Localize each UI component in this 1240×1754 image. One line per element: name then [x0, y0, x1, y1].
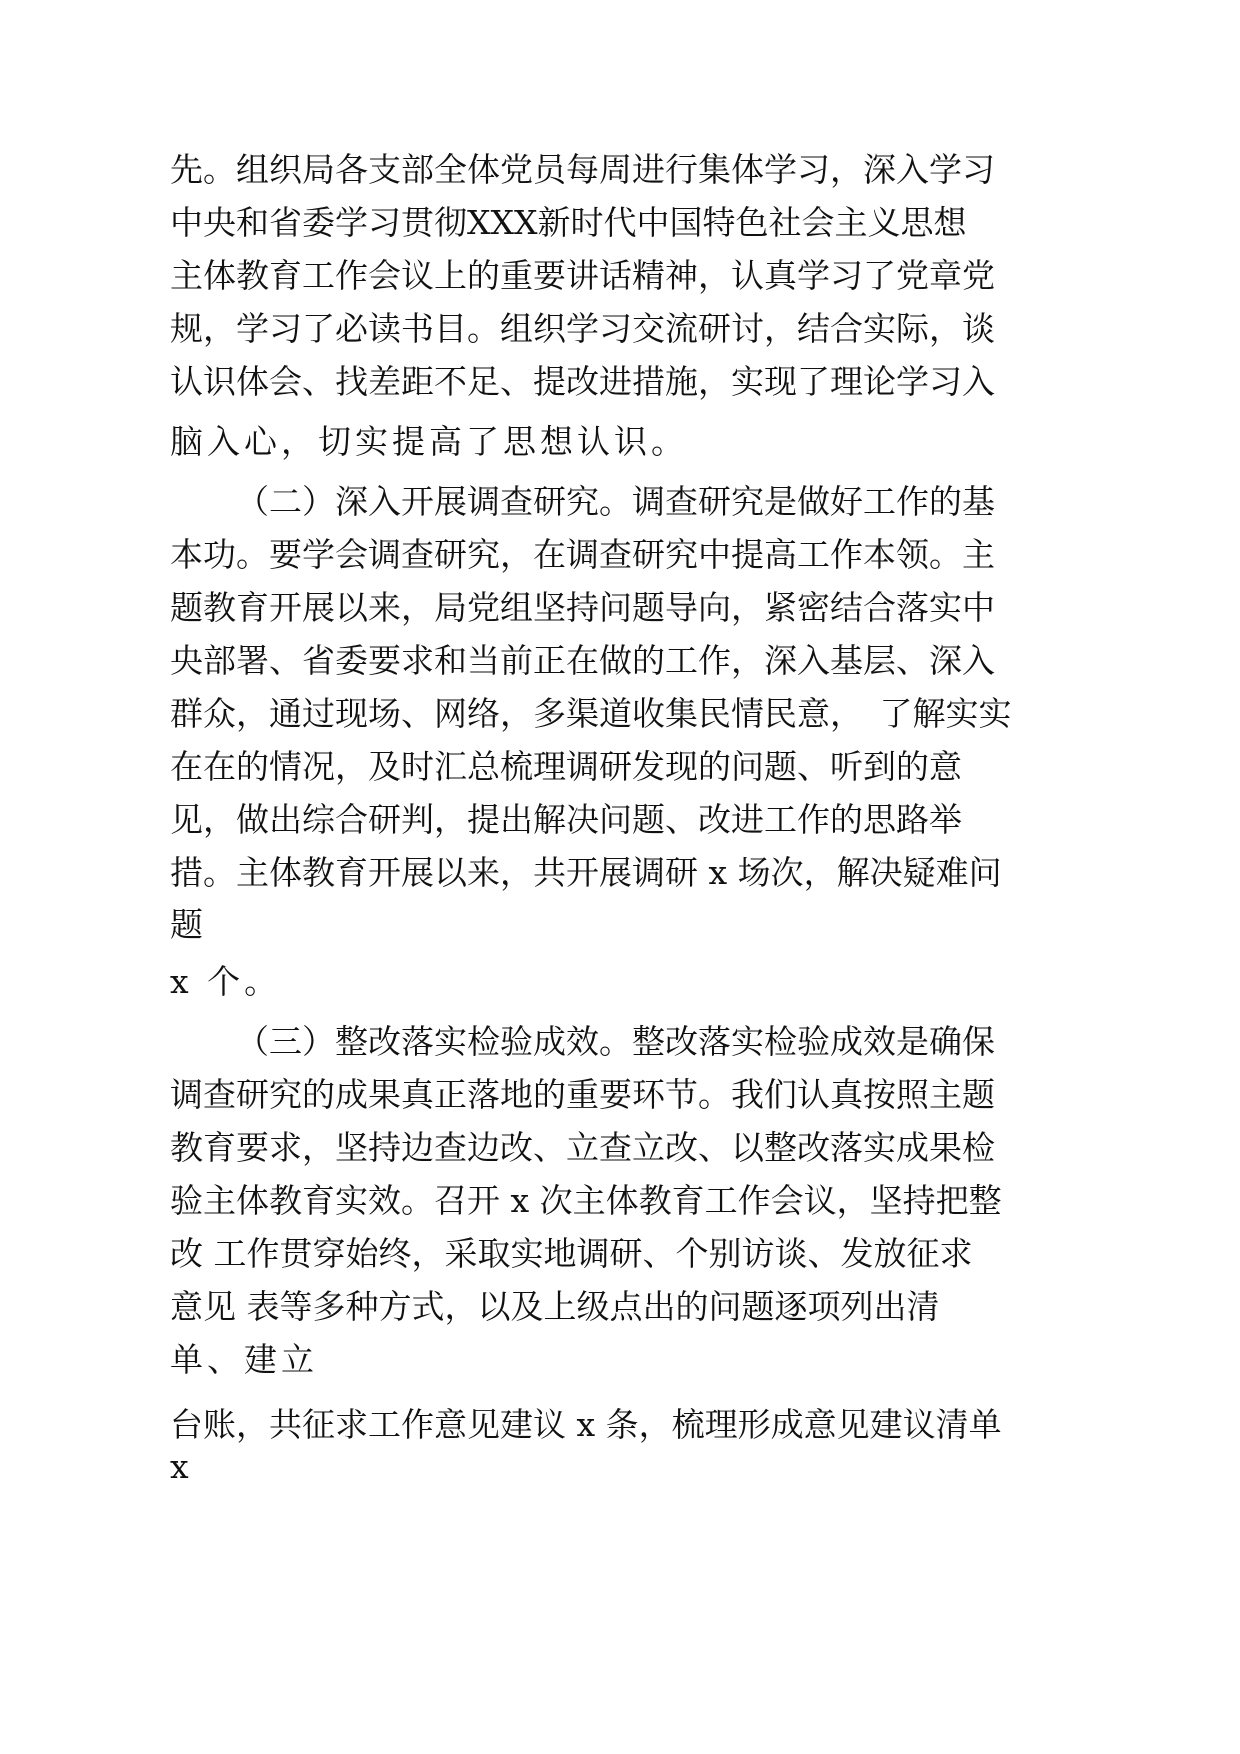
text-line-13: 见，做出综合研判，提出解决问题、改进工作的思路举 [170, 800, 962, 839]
section-3-heading-line: （三）整改落实检验成效。整改落实检验成效是确保 [236, 1022, 995, 1061]
text-line-1: 先。组织局各支部全体党员每周进行集体学习，深入学习 [170, 150, 995, 189]
text-line-10: 央部署、省委要求和当前正在做的工作，深入基层、深入 [170, 641, 995, 680]
text-line-2: 中央和省委学习贯彻XXX新时代中国特色社会主义思想 [170, 203, 967, 242]
text-line-15: 题 [170, 905, 203, 944]
text-line-12: 在在的情况，及时汇总梳理调研发现的问题、听到的意 [170, 747, 962, 786]
text-line-18: 调查研究的成果真正落地的重要环节。我们认真按照主题 [170, 1075, 995, 1114]
text-line-20: 验主体教育实效。召开 x 次主体教育工作会议，坚持把整 [170, 1181, 1002, 1220]
text-line-6: 脑入心，切实提高了思想认识。 [170, 422, 688, 461]
section-2-heading-line: （二）深入开展调查研究。调查研究是做好工作的基 [236, 482, 995, 521]
text-line-24: 台账，共征求工作意见建议 x 条，梳理形成意见建议清单 [170, 1405, 1002, 1444]
text-line-23: 单、建立 [170, 1340, 318, 1379]
text-line-9: 题教育开展以来，局党组坚持问题导向，紧密结合落实中 [170, 588, 995, 627]
text-line-22: 意见 表等多种方式，以及上级点出的问题逐项列出清 [170, 1287, 940, 1326]
text-line-4: 规，学习了必读书目。组织学习交流研讨，结合实际，谈 [170, 309, 995, 348]
text-line-16: x 个。 [170, 962, 282, 1001]
text-line-8: 本功。要学会调查研究，在调查研究中提高工作本领。主 [170, 535, 995, 574]
text-line-14: 措。主体教育开展以来，共开展调研 x 场次，解决疑难问 [170, 853, 1002, 892]
text-line-21: 改 工作贯穿始终，采取实地调研、个别访谈、发放征求 [170, 1234, 973, 1273]
text-line-3: 主体教育工作会议上的重要讲话精神，认真学习了党章党 [170, 256, 995, 295]
text-line-25: x [170, 1447, 189, 1486]
text-line-19: 教育要求，坚持边查边改、立查立改、以整改落实成果检 [170, 1128, 995, 1167]
text-line-5: 认识体会、找差距不足、提改进措施，实现了理论学习入 [170, 362, 995, 401]
text-line-11: 群众，通过现场、网络，多渠道收集民情民意， 了解实实 [170, 694, 1012, 733]
